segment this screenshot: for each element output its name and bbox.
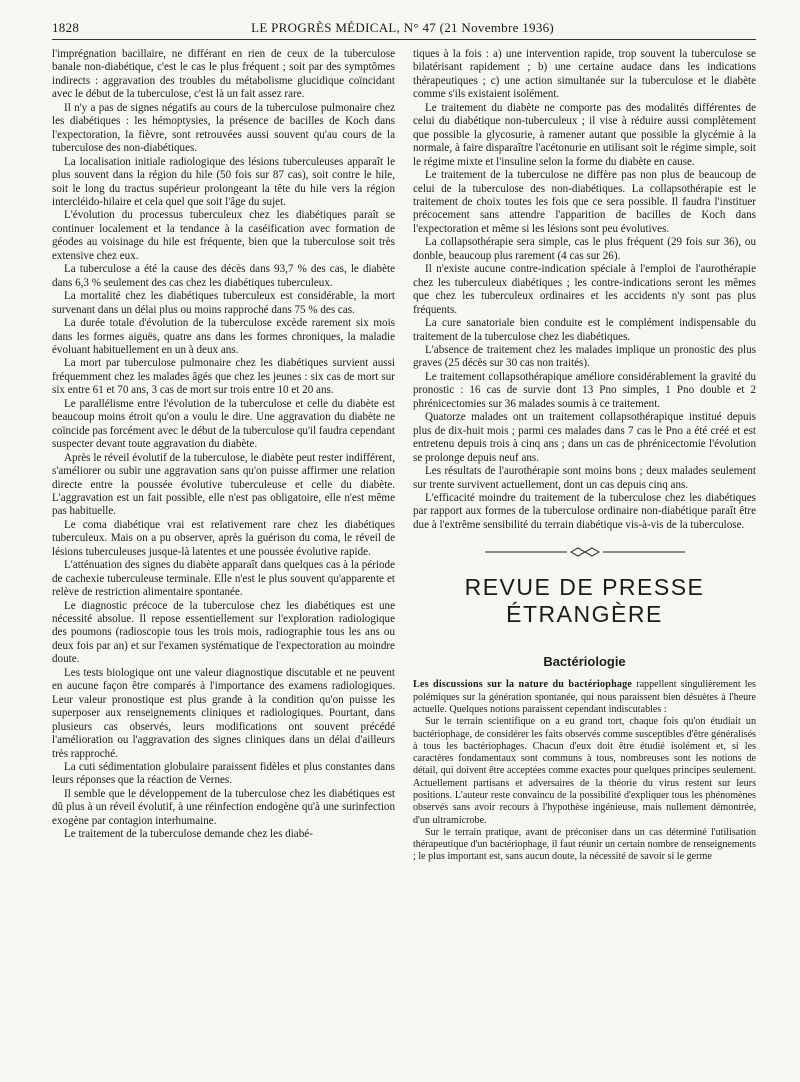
paragraph: tiques à la fois : a) une intervention rapide, trop souvent la tuberculose se bilatérisant rapidement ; b) une certaine audace dans les indications thérapeutiques ; c) une action simultanée sur la tuberculose et le diabète comme s'ils existaient isolément.	[413, 48, 756, 101]
press-review-body	[413, 679, 756, 863]
paragraph: Le diagnostic précoce de la tuberculose chez les diabétiques est une nécessité absolue. Il repose essentiellement sur l'exploration radiologique des poumons (radioscopie tous les trois mois, radiographie tous les ans ou deux fois par an) et sur l'examen systématique de l'expectoration au moindre doute.	[52, 599, 395, 666]
paragraph: Il n'y a pas de signes négatifs au cours de la tuberculose pulmonaire chez les diabétiques : les hémoptysies, la présence de bacilles de Koch dans l'expectoration, la fièvre, sont retrouvées aussi souvent qu'au cours de la tuberculose des non-diabétiques.	[52, 101, 395, 155]
paragraph: Sur le terrain pratique, avant de préconiser dans un cas déterminé l'utilisation thérapeutique d'un bactériophage, il faut réunir un certain nombre de renseignements ; le plus important est, sans aucun doute, la nécessité de savoir si le germe	[413, 826, 756, 863]
right-column	[413, 48, 756, 864]
paragraph: Quatorze malades ont un traitement collapsothérapique institué depuis plus de dix-huit mois ; parmi ces malades dans 7 cas le Pno a été créé et est entretenu depuis trois à cinq ans ; dans un cas de phrénicectomie l'évolution se prolonge depuis neuf ans.	[413, 411, 756, 464]
paragraph: La cure sanatoriale bien conduite est le complément indispensable du traitement de la tuberculose chez les diabétiques.	[413, 317, 756, 343]
ornament-divider	[413, 546, 756, 558]
paragraph: Le traitement de la tuberculose ne diffère pas non plus de beaucoup de celui de la tuberculose des non-diabétiques. La collapsothérapie est le traitement de choix toutes les fois que ce sera possible. Il faudra l'instituer précocement sans attendre l'apparition de bacilles de Koch dans l'expectoration et même si les lésions sont peu évolutives.	[413, 169, 756, 235]
page-number: 1828	[52, 20, 80, 35]
paragraph: Le traitement de la tuberculose demande chez les diabé-	[64, 828, 313, 841]
paragraph: Il n'existe aucune contre-indication spéciale à l'emploi de l'aurothérapie chez les tuberculeux diabétiques ; les contre-indications seront les mêmes que chez les tuberculeux ordinaires et les accidents n'y sont pas plus fréquents.	[413, 263, 756, 316]
paragraph: La localisation initiale radiologique des lésions tuberculeuses apparaît le plus souvent dans la région du hile (50 fois sur 87 cas), soit contre le hile, soit le long du tractus supérieur prolongeant la tête du hile vers la région intercléido-hilaire et cela quel que soit l'âge du sujet.	[52, 155, 395, 208]
paragraph: L'atténuation des signes du diabète apparaît dans quelques cas à la période de cachexie tuberculeuse terminale. Elle n'est le plus souvent qu'apparente et relève de restriction alimentaire spontanée.	[52, 559, 395, 599]
paragraph: Le parallélisme entre l'évolution de la tuberculose et celle du diabète est beaucoup moins étroit qu'on a voulu le dire. Une aggravation du diabète ne coïncide pas forcément avec le début de la tuberculose qu'il faudra cependant suspecter devant toute aggravation du diabète.	[52, 397, 395, 451]
paragraph: Les résultats de l'aurothérapie sont moins bons ; deux malades seulement sur trente survivent actuellement, dont un cas depuis cinq ans.	[413, 465, 756, 491]
paragraph: La cuti sédimentation globulaire paraissent fidèles et plus constantes dans leurs réponses que la réaction de Vernes.	[52, 761, 395, 787]
paragraph: Le coma diabétique vrai est relativement rare chez les diabétiques tuberculeux. Mais on a pu observer, après la guérison du coma, le réveil de lésions tuberculeuses jusque-là latentes et une poussée évolutive rapide.	[52, 518, 395, 558]
section-title: REVUE DE PRESSE ÉTRANGÈRE	[464, 574, 705, 628]
subsection-title: Bactériologie	[543, 654, 626, 670]
paragraph: L'efficacité moindre du traitement de la tuberculose chez les diabétiques par rapport aux formes de la tuberculose ordinaire non-diabétique paraît être due à l'extrême sensibilité du terrain diabétique vis-à-vis de la tuberculose.	[413, 491, 756, 531]
paragraph: L'évolution du processus tuberculeux chez les diabétiques paraît se continuer localement et la tendance à la caséification avec formation de géodes au voisinage du hile est fréquente, bien que la tuberculose soit très extensive chez eux.	[52, 209, 395, 262]
paragraph: La durée totale d'évolution de la tuberculose excède rarement six mois dans les formes aiguës, quatre ans dans les formes chroniques, la maladie évoluant habituellement en un à deux ans.	[52, 317, 395, 356]
paragraph: La mortalité chez les diabétiques tuberculeux est considérable, la mort survenant dans un délai plus ou moins rapproché dans 75 % des cas.	[52, 290, 395, 316]
journal-title: LE PROGRÈS MÉDICAL, N° 47 (21 Novembre 1936)	[251, 20, 555, 35]
paragraph: Le traitement collapsothérapique améliore considérablement la gravité du pronostic : 16 cas de survie dont 13 Pno simples, 1 Pno double et 2 phrénicectomies sur 36 malades soumis à ce traitement.	[413, 370, 756, 410]
paragraph: l'imprégnation bacillaire, ne différant en rien de ceux de la tuberculose banale non-diabétique, c'est le cas le plus fréquent ; soit par des symptômes indirects : aggravation des troubles du métabolisme glucidique coïncidant avec le début de la tuberculose, c'est là un fait assez rare.	[52, 48, 395, 101]
paragraph: La tuberculose a été la cause des décès dans 93,7 % des cas, le diabète dans 6,3 % seulement des cas chez les diabétiques tuberculeux.	[52, 263, 395, 289]
running-header	[52, 20, 756, 40]
paragraph-text: rappellent singulièrement les polémiques sur la génération spontanée, qui nous paraissent bien désuètes à l'heure actuelle. Quelques notions paraissent cependant indiscutables :	[413, 679, 756, 715]
paragraph: L'absence de traitement chez les malades implique un pronostic des plus graves (25 décès sur 30 cas non traités).	[413, 343, 756, 370]
paragraph: Les tests biologique ont une valeur diagnostique discutable et ne peuvent en aucune façon être comparés à l'importance des examens radiologiques. Leur valeur pronostique est plus grande à la condition qu'on puisse les superposer aux renseignements cliniques et radiologiques. Pourtant, dans plusieurs cas observés, leurs modifications ont souvent précédé l'amélioration ou l'aggravation des signes cliniques dans un délai d'ailleurs très rapproché.	[52, 666, 395, 760]
two-column-body	[52, 48, 756, 864]
paragraph: Le traitement du diabète ne comporte pas des modalités différentes de celui du diabétique non-tuberculeux ; il vise à réduire aussi complètement que possible la glycosurie, à ramener autant que possible la glycémie à la normale, à faire disparaître l'acétonurie en utilisant soit le régime simple, soit le régime mixte et l'insuline selon la forme du diabète en cause.	[413, 101, 756, 168]
left-column	[52, 48, 395, 864]
paragraph: La mort par tuberculose pulmonaire chez les diabétiques survient aussi fréquemment chez les malades âgés que chez les jeunes : six cas de mort sur six entre 61 et 70 ans, 3 cas de mort sur trois entre 10 et 20 ans.	[52, 357, 395, 397]
paragraph: Sur le terrain scientifique on a eu grand tort, chaque fois qu'on étudiait un bactériophage, de considérer les faits observés comme susceptibles d'être généralisés à tous les bactériophages. Chacun d'eux doit être étudié isolément et, si les caractères fondamentaux sont communs à tous, nombreuses sont les notions de détail, qui doivent être acceptées comme exactes pour quelques principes seulement. Actuellement partisans et adversaires de la théorie du virus restent sur leurs positions. L'auteur reste convaincu de la possibilité d'expliquer tous les phénomènes observés sans avoir recours à l'hypothèse ingénieuse, mais nullement démontrée, d'un ultramicrobe.	[413, 716, 756, 826]
paragraph: La collapsothérapie sera simple, cas le plus fréquent (29 fois sur 36), ou donble, beaucoup plus rarement (4 cas sur 26).	[413, 236, 756, 262]
ornament-icon	[485, 546, 685, 558]
paragraph: Après le réveil évolutif de la tuberculose, le diabète peut rester indifférent, s'améliorer ou subir une aggravation sans qu'on puisse affirmer une relation directe entre la poussée évolutive tuberculeuse et celle du diabète. L'aggravation est un fait possible, elle n'est pas obligatoire, elle n'est même pas habituelle.	[52, 451, 395, 518]
paragraph: Il semble que le développement de la tuberculose chez les diabétiques est dû plus à un réveil évolutif, à une réinfection endogène qu'à une surinfection exogène par contagion interhumaine.	[52, 787, 395, 827]
paragraph	[413, 679, 756, 716]
lead-phrase: Les discussions sur la nature du bactériophage	[413, 679, 633, 691]
